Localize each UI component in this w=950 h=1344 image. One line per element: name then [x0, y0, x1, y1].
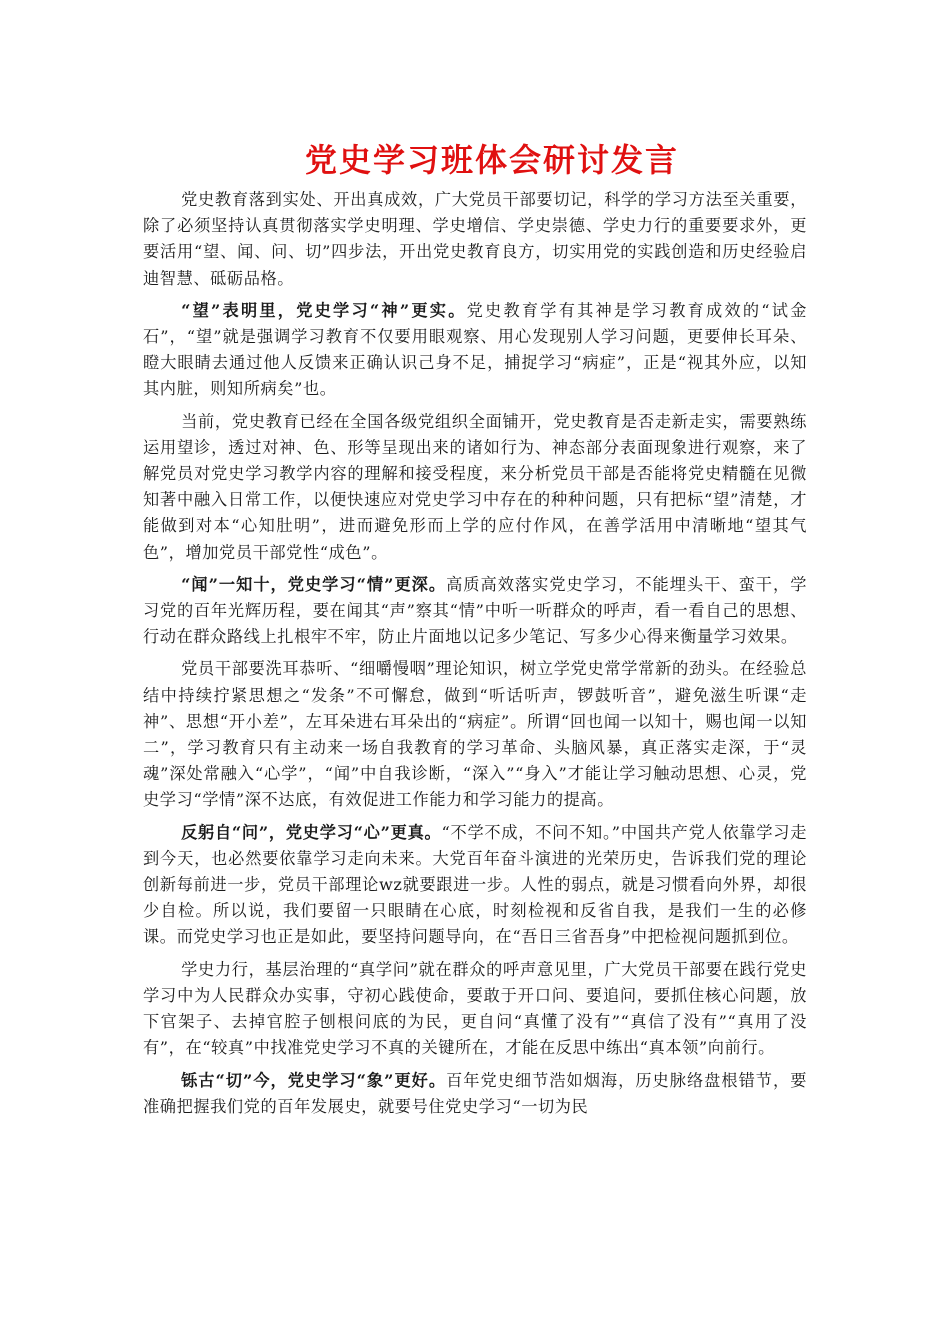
paragraph-wang-detail [143, 409, 807, 566]
section-heading-qie: 铄古“切”今，党史学习“象”更好。 [181, 1070, 447, 1090]
paragraph-text: 党史教育落到实处、开出真成效，广大党员干部要切记，科学的学习方法至关重要，除了必须坚持认真贯彻落实学史明理、学史增信、学史崇德、学史力行的重要要求外，更要活用“望、闻、问、切”四步法，开出党史教育良方，切实用党的实践创造和历史经验启迪智慧、砥砺品格。 [143, 190, 807, 288]
document-title: 党史学习班体会研讨发言 [304, 141, 679, 179]
document-page [143, 138, 807, 1126]
paragraph-wen-ask [143, 820, 807, 951]
paragraph-wen-ask-detail [143, 957, 807, 1062]
paragraph-text: “不学不成，不问不知。”中国共产党人依靠学习走到今天，也必然要依靠学习走向未来。大党百年奋斗演进的光荣历史，告诉我们党的理论创新每前进一步，党员干部理论wz就要跟进一步。人性的弱点，就是习惯看向外界，却很少自检。所以说，我们要留一只眼睛在心底，时刻检视和反省自我，是我们一生的必修课。而党史学习也正是如此，要坚持问题导向，在“吾日三省吾身”中把检视问题抓到位。 [143, 822, 807, 947]
section-heading-wang: “望”表明里，党史学习“神”更实。 [181, 300, 467, 320]
paragraph-text: 高质高效落实党史学习，不能埋头干、蛮干，学习党的百年光辉历程，要在闻其“声”察其“情”中听一听群众的呼声，看一看自己的思想、行动在群众路线上扎根牢不牢，防止片面地以记多少笔记、写多少心得来衡量学习效果。 [143, 574, 807, 647]
paragraph-text: 百年党史细节浩如烟海，历史脉络盘根错节，要准确把握我们党的百年发展史，就要号住党史学习“一切为民 [143, 1070, 807, 1116]
paragraph-text: 学史力行，基层治理的“真学问”就在群众的呼声意见里，广大党员干部要在践行党史学习中为人民群众办实事，守初心践使命，要敢于开口问、要追问，要抓住核心问题，放下官架子、去掉官腔子刨根问底的为民，更自问“真懂了没有”“真信了没有”“真用了没有”，在“较真”中找准党史学习不真的关键所在，才能在反思中练出“真本领”向前行。 [143, 959, 807, 1058]
paragraph-text: 党史教育学有其神是学习教育成效的“试金石”，“望”就是强调学习教育不仅要用眼观察、用心发现别人学习问题，更要伸长耳朵、瞪大眼睛去通过他人反馈来正确认识己身不足，捕捉学习“病症”，正是“视其外应，以知其内脏，则知所病矣”也。 [143, 300, 807, 399]
paragraph-text: 当前，党史教育已经在全国各级党组织全面铺开，党史教育是否走新走实，需要熟练运用望诊，透过对神、色、形等呈现出来的诸如行为、神态部分表面现象进行观察，来了解党员对党史学习教学内容的理解和接受程度，来分析党员干部是否能将党史精髓在见微知著中融入日常工作，以便快速应对党史学习中存在的种种问题，只有把标“望”清楚，才能做到对本“心知肚明”，进而避免形而上学的应付作风，在善学活用中清晰地“望其气色”，增加党员干部党性“成色”。 [143, 411, 807, 562]
paragraph-wang [143, 298, 807, 403]
section-heading-wen-ask: 反躬自“问”，党史学习“心”更真。 [181, 822, 442, 842]
paragraph-text: 党员干部要洗耳恭听、“细嚼慢咽”理论知识，树立学党史常学常新的劲头。在经验总结中持续拧紧思想之“发条”不可懈怠，做到“听话听声，锣鼓听音”，避免滋生听课“走神”、思想“开小差”，左耳朵进右耳朵出的“病症”。所谓“回也闻一以知十，赐也闻一以知二”，学习教育只有主动来一场自我教育的学习革命、头脑风暴，真正落实走深，于“灵魂”深处常融入“心学”，“闻”中自我诊断，“深入”“身入”才能让学习触动思想、心灵，党史学习“学情”深不达底，有效促进工作能力和学习能力的提高。 [143, 659, 807, 810]
paragraph-qie [143, 1068, 807, 1120]
paragraph-intro [143, 187, 807, 292]
paragraph-wen [143, 572, 807, 651]
paragraph-wen-detail [143, 656, 807, 813]
section-heading-wen: “闻”一知十，党史学习“情”更深。 [181, 574, 447, 594]
